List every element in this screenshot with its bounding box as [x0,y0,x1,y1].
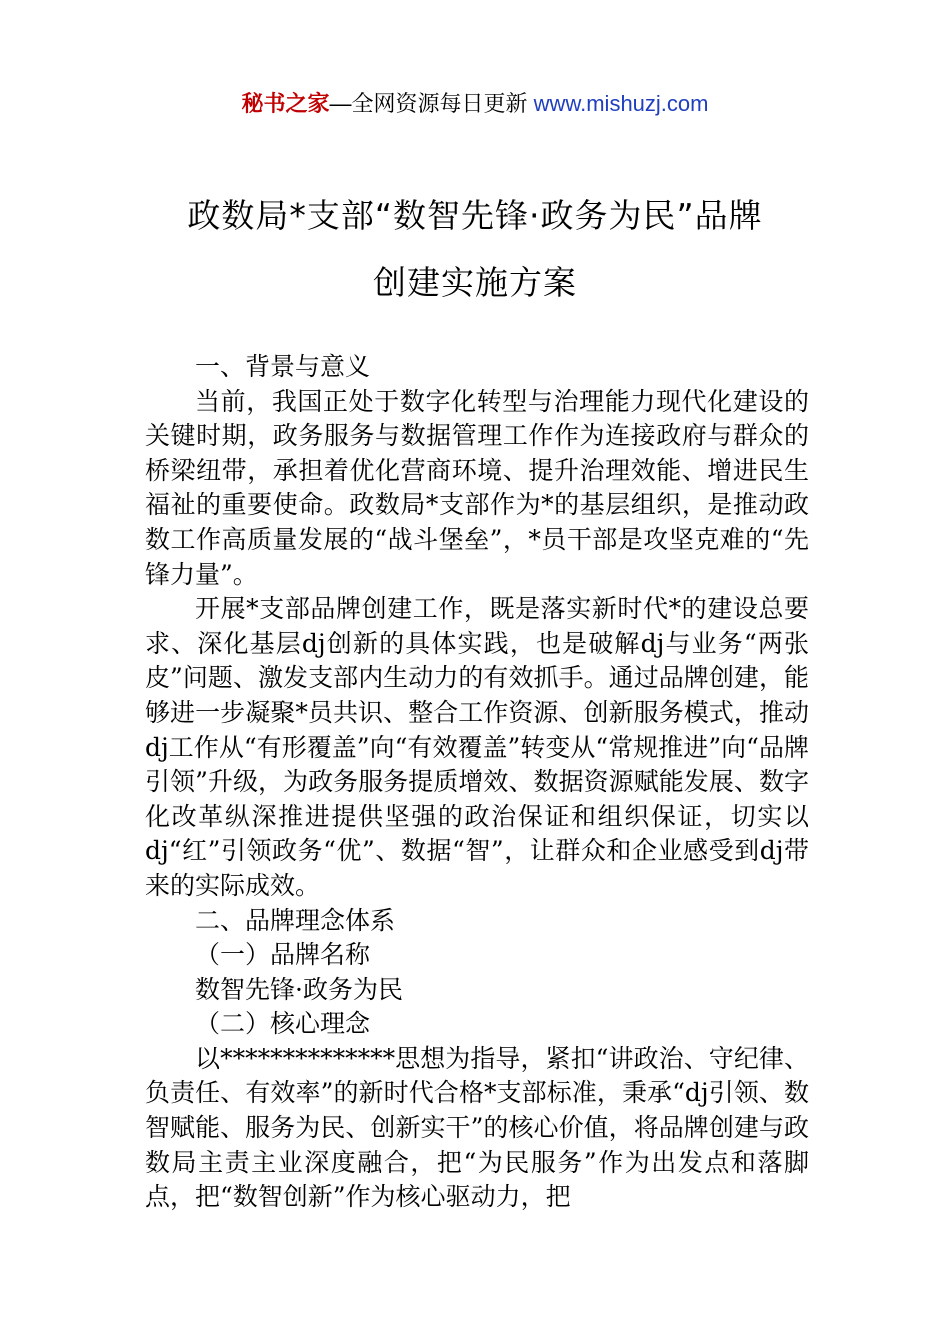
document-title-line-1: 政数局*支部“数智先锋·政务为民”品牌 [187,196,763,235]
site-url-link[interactable]: www.mishuzj.com [533,91,709,116]
subsection-heading: （二）核心理念 [195,1009,371,1039]
body-paragraph: 开展*支部品牌创建工作，既是落实新时代*的建设总要求、深化基层dj创新的具体实践，也是破解dj与业务“两张皮”问题、激发支部内生动力的有效抓手。通过品牌创建，能够进一步凝聚*员共识、整合工作资源、创新服务模式，推动dj工作从“有形覆盖”向“有效覆盖”转变从“常规推进”向“品牌引领”升级，为政务服务提质增效、数据资源赋能发展、数字化改革纵深推进提供坚强的政治保证和组织保证，切实以dj“红”引领政务“优”、数据“智”，让群众和企业感受到dj带来的实际成效。 [145,594,809,900]
document-title-line-2: 创建实施方案 [373,263,577,302]
subsection-heading: （一）品牌名称 [195,940,371,970]
site-brand: 秘书之家 [241,91,330,116]
site-tagline: —全网资源每日更新 [329,91,528,116]
site-header [0,88,950,120]
section-heading: 一、背景与意义 [195,352,371,381]
brand-name-text: 数智先锋·政务为民 [195,974,403,1004]
section-heading: 二、品牌理念体系 [195,905,396,935]
document-body [145,350,809,1215]
body-paragraph: 当前，我国正处于数字化转型与治理能力现代化建设的关键时期，政务服务与数据管理工作作为连接政府与群众的桥梁纽带，承担着优化营商环境、提升治理效能、增进民生福祉的重要使命。政数局*支部作为*的基层组织，是推动政数工作高质量发展的“战斗堡垒”，*员干部是攻坚克难的“先锋力量”。 [145,386,809,589]
body-paragraph: 以**************思想为指导，紧扣“讲政治、守纪律、负责任、有效率”的新时代合格*支部标准，秉承“dj引领、数智赋能、服务为民、创新实干”的核心价值，将品牌创建与政数局主责主业深度融合，把“为民服务”作为出发点和落脚点，把“数智创新”作为核心驱动力，把 [145,1043,809,1212]
